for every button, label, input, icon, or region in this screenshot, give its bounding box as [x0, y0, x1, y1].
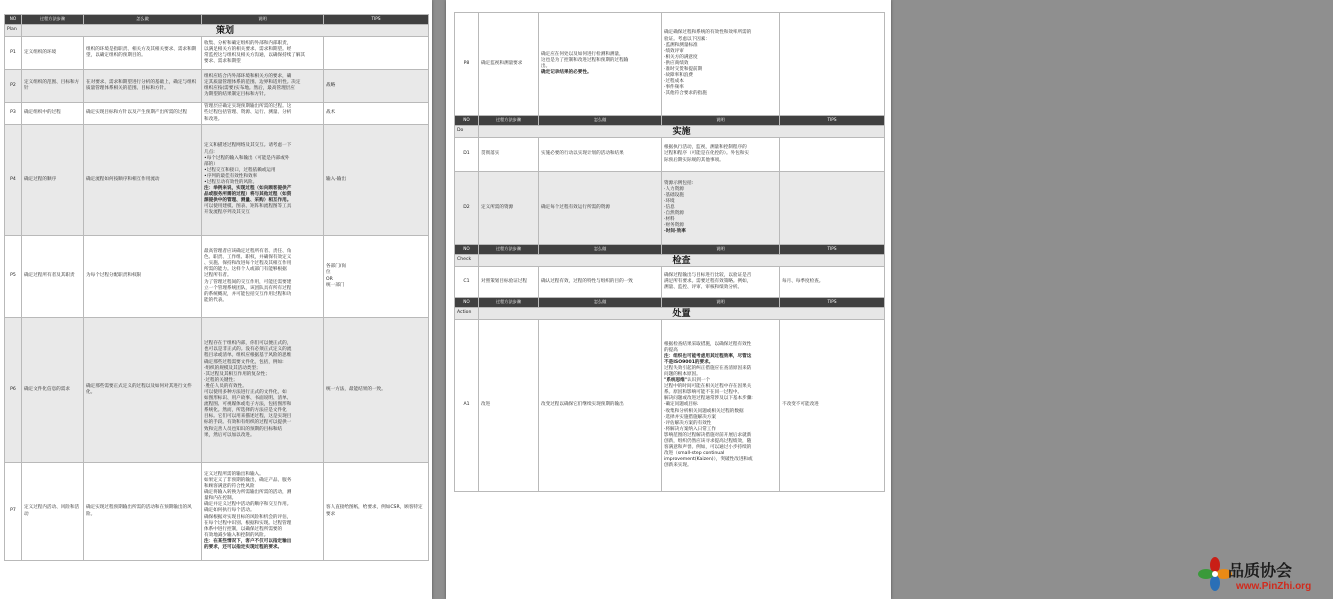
table-row [5, 37, 429, 70]
row-explain [202, 125, 324, 236]
text-line: 如图形标识、用户故事、书面说明、清单、 [204, 396, 292, 402]
row-step: 确定文件化信息的需求 [22, 318, 84, 463]
header-tips: TIPS [780, 116, 885, 126]
text-line: OR [326, 276, 333, 282]
row-no: P3 [5, 103, 22, 125]
row-how: 确定实现目标和方针以及产生预期产出所需的过程 [84, 103, 202, 125]
row-how: 实施必要的行动以实现计划的活动和结果 [539, 138, 662, 172]
do-check-act-rows [455, 116, 885, 492]
text-line: 注：在某些情况下，客户不仅可以指定输出 [204, 538, 292, 544]
text-line: 统一部门 [326, 282, 345, 288]
text-line: 流程图、可视媒体或电子方法，包括图形和 [204, 402, 292, 408]
text-line: 不是ISO9001的要求。 [664, 359, 714, 365]
text-line: 注：组织也可能考虑用其过程效率，尽管这 [664, 353, 752, 359]
table-row [455, 267, 885, 298]
brand-logo [1198, 556, 1333, 598]
text-line: 定其质量管理体系的范围、边界和适用性。决定 [204, 79, 301, 85]
row-explain [202, 318, 324, 463]
text-line: ·事件频率 [664, 85, 684, 91]
text-line: 出。 [541, 64, 551, 69]
row-tips: 客人直接给图纸，给要求，例如CSR，顾客特定要求 [324, 463, 429, 561]
text-line: 确定应在何处以及如何进行检测和测量， [541, 51, 624, 57]
text-line: 体系中进行控制，以确保过程所需要的 [204, 526, 283, 532]
text-line: •过程互动有效性的风险。 [204, 180, 258, 185]
text-line: 改进（small-step continual [664, 451, 725, 457]
text-line: ·胜任人员的有效性。 [204, 383, 247, 389]
text-line: 客满意和声誉。例如，可以通过小步持续的 [664, 445, 752, 451]
text-line: 、实施、保持和改进每个过程及其相互作用 [204, 261, 292, 267]
row-explain [202, 236, 324, 318]
row-no: D2 [455, 172, 479, 245]
text-line: 的要求，还可以指定实现过程的要求。 [204, 545, 283, 551]
row-tips: 每月、每季度检查。 [780, 267, 885, 298]
row-explain [202, 463, 324, 561]
row-explain [202, 70, 324, 103]
text-line: 系统化。然而，所选择的方法应是文件化 [204, 408, 287, 414]
text-line: 过程存在于组织内部，你们可以便正式的， [204, 341, 292, 347]
row-how: 确认过程有效，过程的特性与组织的目的一致 [539, 267, 662, 298]
text-line: 致和完善人员也知识的预期的目标和结 [204, 426, 283, 432]
table-row [455, 13, 885, 116]
row-tips: 统一方法，最能结果的一致。 [324, 318, 429, 463]
table-row [5, 125, 429, 236]
row-how-bold: 确定记录结果的必要性。 [541, 70, 592, 76]
text-line: ·将解决方案纳入日常工作 [664, 426, 716, 432]
text-line: 可以使用多种方法进行正式的文件化，如 [204, 390, 287, 395]
process-table-do-check-act [454, 12, 885, 492]
text-run: "系统思维" [664, 378, 688, 384]
phase-title: 处置 [479, 308, 885, 320]
header-tips: TIPS [324, 15, 429, 25]
text-line: 可以使用建模、图表、矩阵和流程图等工具 [204, 204, 292, 210]
text-line: ·自然资源 [664, 211, 684, 217]
text-line: 标的手段。有效和有组织的过程可以提供一 [204, 420, 292, 426]
process-table-plan [4, 14, 429, 561]
text-line: 最高管理者应该确定过程所有者、责任、角 [204, 249, 292, 255]
text-line: 测量、监控、评审、审核和绩效分析。 [664, 285, 743, 291]
text-line: 过程失效引起的纠正措施应在查清原因来防 [664, 365, 752, 371]
table-header-row [455, 298, 885, 308]
text-line: 这也是为了控制和改进过程和预期的过程输 [541, 57, 629, 63]
row-tips: 不改变不可能改进 [780, 320, 885, 492]
text-line: 有效地减少输入和控制的风险。 [204, 532, 269, 538]
text-line: 过程所有者。 [204, 273, 232, 279]
text-line: ·供应商绩效 [664, 60, 689, 66]
header-steps: 过程方法步骤 [479, 245, 539, 255]
text-line: •过程交互和接口，过程依赖或运用 [204, 167, 276, 173]
text-line: 满足所有要求。需要过程有效策略。例如， [664, 278, 752, 284]
table-row [455, 320, 885, 492]
text-line: ·准时交货和提前期 [664, 67, 703, 73]
row-step: 对照策划目标验证过程 [479, 267, 539, 298]
text-line: 为期望的结果制定目标和方针。 [204, 92, 269, 98]
text-line: 各部门/岗 [326, 264, 346, 270]
logo-name: 品质协会 [1228, 561, 1293, 580]
row-how: 确定那些需要正式定义的过程以及如何对其进行文件化。 [84, 318, 202, 463]
plan-rows [5, 37, 429, 561]
text-line: ·其他符合要求的指施 [664, 91, 707, 97]
text-line: ·人力资源 [664, 186, 684, 192]
text-line: 确保根据对实现目标的风险和机会的评估， [204, 514, 292, 520]
row-no: P4 [5, 125, 22, 236]
text-line: 根据检查结果采取措施，以确保过程有效性 [664, 341, 752, 347]
text-line: 影响范围的过程解决措施对前开展后求就新 [664, 432, 752, 438]
row-step: 定义所需的资源 [479, 172, 539, 245]
header-steps: 过程方法步骤 [22, 15, 84, 25]
text-line: 资源示例包括: [664, 180, 694, 186]
text-line: 确保过程输出与目标进行比较，以验证是否 [664, 272, 752, 278]
text-line: 的系统概况，并可能包括交互作用过程和功 [204, 291, 292, 297]
row-how: 确定每个过程有效运行所需的资源 [539, 172, 662, 245]
text-line: 问题的根本原因。 [664, 371, 701, 377]
row-tips: 战术 [324, 103, 429, 125]
phase-code: Do [455, 126, 479, 138]
table-row [5, 463, 429, 561]
header-steps: 过程方法步骤 [479, 298, 539, 308]
text-line: 位 [326, 270, 331, 276]
row-no: P5 [5, 236, 22, 318]
logo-url: www.PinZhi.org [1236, 581, 1312, 592]
text-line: ·其过程及其相互作用的复杂性； [204, 371, 270, 377]
document-page-right [446, 0, 1312, 599]
row-explain [662, 13, 780, 116]
header-steps: 过程方法步骤 [479, 116, 539, 126]
text-line: ·信息 [664, 204, 675, 210]
row-no: P6 [5, 318, 22, 463]
row-tips [324, 37, 429, 70]
phase-row [455, 126, 885, 138]
row-step: 确定过程的顺序 [22, 125, 84, 236]
row-tips: 输入-输出 [324, 125, 429, 236]
row-step: 定义过程内活动、风险和活动 [22, 463, 84, 561]
text-line: 部的） [204, 161, 218, 167]
row-step: 定义组织的范围、目标和方针 [22, 70, 84, 103]
text-line: 常监控这与组织及相关方沟通，以确保持续了解其 [204, 53, 306, 58]
table-header-row [5, 15, 429, 25]
table-row [455, 138, 885, 172]
text-line: 果，然后可以加以改进。 [204, 432, 255, 438]
text-line: 要求、需求和期望 [204, 59, 241, 65]
text-line: 以满足相关方的相关要求、需求和期望。经 [204, 46, 292, 52]
row-how: 为每个过程分配职责和权限 [84, 236, 202, 318]
text-line: 量和内在控制。 [204, 496, 237, 502]
text-line: ·故障率和浪费 [664, 73, 694, 79]
row-how: 在对要求、需求和期望进行分析的基础上，确定与组织质量管理体系相关的范围、目标和方针。 [84, 70, 202, 103]
row-step: 确定过程所有者及其职责 [22, 236, 84, 318]
text-line: 定义过程所需的输出和输入。 [204, 471, 264, 477]
text-line: ·评估解决方案的有效性 [664, 420, 712, 426]
header-no: NO [455, 298, 479, 308]
text-line: •每个过程的输入和输出（可能是内部或外 [204, 155, 290, 161]
text-line: 定义和描述过程网络及其交互。请考虑一下 [204, 143, 292, 149]
text-line: 解决问题或改进过程通常涉及以下基本步骤: [664, 396, 753, 402]
text-line: ·基础设施 [664, 192, 684, 198]
phase-title: 实施 [479, 126, 885, 138]
text-line: 确定那些过程需要文件化，包括，例如: [204, 359, 284, 365]
phase-code: Plan [5, 25, 22, 37]
row-explain [202, 37, 324, 70]
header-no: NO [455, 245, 479, 255]
row-how [539, 13, 662, 116]
text-line: 收集、分析和确定组织的外部和内部职责， [204, 40, 292, 46]
text-line: 几点: [204, 149, 215, 155]
header-explain: 说明 [662, 116, 780, 126]
table-row [455, 172, 885, 245]
phase-code: Check [455, 255, 479, 267]
phase-row [455, 308, 885, 320]
text-line: 确定如何执行每个活动。 [204, 508, 255, 514]
text-line: •序列的最佳有效性和效率 [204, 173, 258, 179]
text-line: 过程中的时间可能在相关过程中存在因果关 [664, 384, 752, 390]
text-line: 所需的能力。这样个人或部门有能够根据 [204, 267, 287, 273]
header-explain: 说明 [202, 15, 324, 25]
header-tips: TIPS [780, 245, 885, 255]
text-line: 在每个过程中识别、根据和实现。过程管理 [204, 520, 292, 526]
row-how: 组织的环境是指职责、相关方及其相关要求、需求和期望，以确定组织的预期目的。 [84, 37, 202, 70]
text-line: ·时间·效率 [664, 229, 686, 235]
text-line: 的提高 [664, 347, 678, 353]
text-line: 确定将输入转换为所需输出所需的活动，测 [204, 490, 292, 496]
phase-title: 策划 [22, 25, 429, 37]
table-row [5, 103, 429, 125]
table-header-row [455, 116, 885, 126]
text-line: ·过程成本 [664, 79, 684, 85]
text-line: 管理层应确定实现预期输出所需的过程。这 [204, 104, 292, 110]
text-line: 也可以是非正式的。没有必须正式定义的流 [204, 347, 292, 353]
text-line: 根据执行活动，监视，测量和控制程序的 [664, 145, 747, 151]
table-row [5, 70, 429, 103]
table-row [5, 318, 429, 463]
row-step: 改进 [479, 320, 539, 492]
row-step: 确定监视和测量要求 [479, 13, 539, 116]
table-header-row [455, 245, 885, 255]
header-no: NO [455, 116, 479, 126]
text-line: 目标。它们可以用来描述过程，这是实现目 [204, 414, 292, 420]
text-line: ·收集和分析相关问题或相关过程的数据 [664, 408, 744, 414]
row-no: D1 [455, 138, 479, 172]
header-no: NO [5, 15, 22, 25]
text-line: ·确定问题或目标 [664, 402, 698, 408]
text-line: ·财务资源 [664, 223, 684, 229]
text-line: 品或服务所需的过程）将与其他过程（如资 [204, 192, 292, 198]
text-line: 注：举例来说，实现过程（如向顾客提供产 [204, 186, 292, 192]
phase-code: Action [455, 308, 479, 320]
document-page-left [0, 0, 432, 599]
text-line: 和顾客满意的符合性风险 [204, 484, 255, 490]
row-step: 贯彻落实 [479, 138, 539, 172]
text-line: ·环境 [664, 198, 675, 204]
text-line: 创新来实现。 [664, 463, 692, 469]
text-line: ·组织的规模及其活动类型； [204, 365, 261, 371]
text-line: ·材料 [664, 217, 675, 223]
row-tips: 战略 [324, 70, 429, 103]
table-row [5, 236, 429, 318]
flower-logo-icon [1198, 557, 1232, 591]
phase-title: 检查 [479, 255, 885, 267]
text-run: 认识到一个 [687, 378, 711, 384]
row-no: P7 [5, 463, 22, 561]
row-explain [202, 103, 324, 125]
row-tips [324, 236, 429, 318]
row-explain [662, 267, 780, 298]
row-no: A1 [455, 320, 479, 492]
text-line: 程目录或清单。组织应根据基于风险的思维 [204, 353, 292, 359]
text-line: ·过程的关键性； [204, 377, 238, 383]
phase-row [455, 255, 885, 267]
text-line: 如果定义了非预期的输出，确定产品、服务 [204, 477, 292, 483]
text-line: 开发流程序列及其交互 [204, 210, 250, 216]
text-line: 立一个管理系统团队，该团队具有所有过程 [204, 285, 292, 291]
text-line: 些过程包括管理、资源、运行、测量、分析 [204, 110, 292, 116]
header-how: 怎么做 [539, 245, 662, 255]
text-line: improvement(Kaizen)），突破性改进和或 [664, 457, 753, 463]
text-line: 创新，组织仍然应该寻求提高过程绩效，随 [664, 439, 752, 445]
phase-row-plan [5, 25, 429, 37]
text-line: 确定并定义过程中活动的顺序和交互作用。 [204, 502, 292, 508]
text-line: 和改进。 [204, 116, 223, 122]
row-no: P1 [5, 37, 22, 70]
row-step: 定义组织的环境 [22, 37, 84, 70]
row-how: 改变过程以确保它们继续实现预期的输出 [539, 320, 662, 492]
row-tips [780, 13, 885, 116]
text-line: 过程和程序（可能是在化控的）。外包和实 [664, 151, 749, 157]
header-how: 怎么做 [539, 298, 662, 308]
row-explain [662, 172, 780, 245]
text-line: 色、职责、工作组、职权，并确保有效定义 [204, 255, 292, 261]
text-line: 源提供中的管理、测量、采购）相互作用。 [204, 198, 292, 204]
text-line: 组织应结合内外部环境和相关方的要求，确 [204, 73, 292, 79]
text-line: 系。原因和影响可能不在同一过程中。 [664, 390, 743, 396]
row-no: C1 [455, 267, 479, 298]
row-explain [662, 138, 780, 172]
text-line: 为了管理过程间的交互作用，可能还需要建 [204, 279, 292, 285]
text-line: 际预后期实际规的其他事项。 [664, 157, 724, 163]
row-tips [780, 172, 885, 245]
text-line: 组织应按(需要)实布地。然后，最高管理层应 [204, 86, 295, 91]
header-explain: 说明 [662, 298, 780, 308]
header-how: 怎么做 [539, 116, 662, 126]
text-line: 验证。考虑以下因素： [664, 36, 710, 42]
text-line: ·监测和测量标准 [664, 42, 698, 48]
row-how: 确定实现过程预期输出所需的活动和在预期输出的风险。 [84, 463, 202, 561]
text-line: ·选择并实施措施解决方案 [664, 414, 716, 420]
text-line: ·绩效评审 [664, 48, 684, 54]
row-no: P8 [455, 13, 479, 116]
row-tips [780, 138, 885, 172]
header-explain: 说明 [662, 245, 780, 255]
row-explain [662, 320, 780, 492]
text-line: ·相关方的满意度 [664, 54, 698, 60]
header-tips: TIPS [780, 298, 885, 308]
header-how: 怎么做 [84, 15, 202, 25]
row-no: P2 [5, 70, 22, 103]
text-line: 能的代表。 [204, 297, 227, 303]
row-step: 确定组织中的过程 [22, 103, 84, 125]
text-line: 确定确保过程和系统的有效性和效率所需的 [664, 30, 752, 36]
row-how: 确定流程如何按顺序和相互作用流动 [84, 125, 202, 236]
